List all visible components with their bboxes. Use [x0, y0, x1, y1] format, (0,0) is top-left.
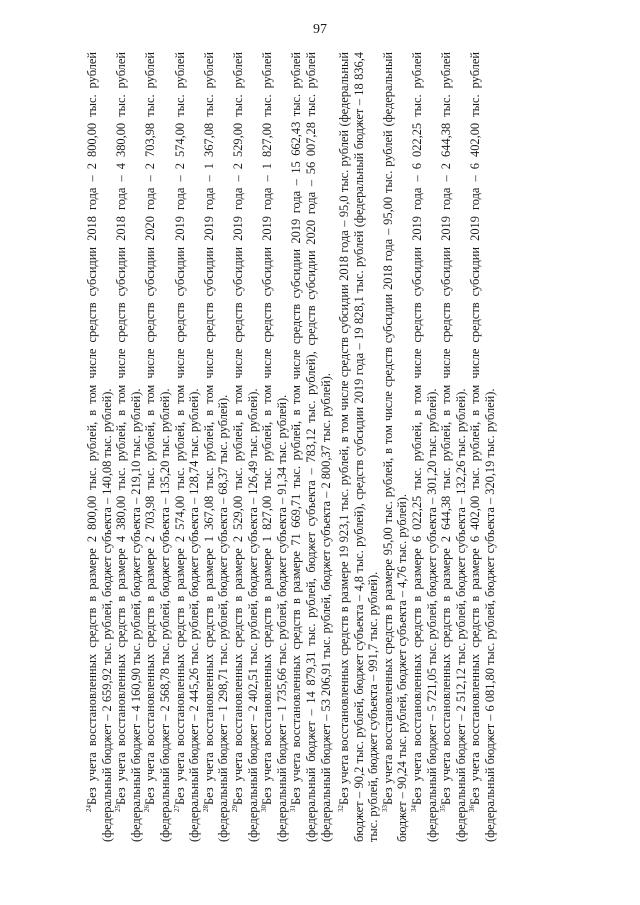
- footnote-marker: 33: [380, 805, 389, 812]
- footnote-text: Без учета восстановленных средств в размере 71 669,71 тыс. рублей, в том числе средств субсидии 2019 года – 15 662,43 тыс. рублей (федеральный бюджет – 14 879,31 тыс. рублей, бюджет субъекта – 783,12 тыс. рублей), средств субсидии 2020 года – 56 007,28 тыс. рублей (федеральный бюджет – 53 206,91 тыс. рублей, бюджет субъекта – 2 800,37 тыс. рублей).: [289, 52, 333, 842]
- footnote-28: [202, 52, 231, 842]
- footnote-marker: 35: [439, 805, 448, 812]
- footnote-30: [260, 52, 289, 842]
- footnote-29: [231, 52, 260, 842]
- footnote-text: Без учета восстановленных средств в размере 4 380,00 тыс. рублей, в том числе средств субсидии 2018 года – 4 380,00 тыс. рублей (федеральный бюджет – 4 160,90 тыс. рублей, бюджет субъекта – 219,10 тыс. рублей).: [114, 52, 143, 842]
- footnote-text: Без учета восстановленных средств в размере 1 367,08 тыс. рублей, в том числе средств субсидии 2019 года – 1 367,08 тыс. рублей (федеральный бюджет – 1 298,71 тыс. рублей, бюджет субъекта – 68,37 тыс. рублей).: [201, 52, 231, 842]
- footnote-text: Без учета восстановленных средств в размере 2 800,00 тыс. рублей, в том числе средств субсидии 2018 года – 2 800,00 тыс. рублей (федеральный бюджет – 2 659,92 тыс. рублей, бюджет субъекта – 140,08 тыс. рублей).: [85, 52, 114, 842]
- footnote-marker: 25: [114, 805, 123, 812]
- footnote-text: Без учета восстановленных средств в размере 2 644,38 тыс. рублей, в том числе средств субсидии 2019 года – 2 644,38 тыс. рублей (федеральный бюджет – 2 512,12 тыс. рублей, бюджет субъекта – 132,26 тыс. рублей).: [439, 52, 468, 842]
- footnote-marker: 34: [410, 805, 419, 812]
- footnote-marker: 27: [172, 805, 181, 812]
- footnote-text: Без учета восстановленных средств в размере 6 402,00 тыс. рублей, в том числе средств субсидии 2019 года – 6 402,00 тыс. рублей (федеральный бюджет – 6 081,80 тыс. рублей, бюджет субъекта – 320,19 тыс. рублей).: [468, 52, 498, 842]
- footnote-33: [381, 52, 410, 842]
- footnote-marker: 26: [143, 805, 152, 812]
- footnote-text: Без учета восстановленных средств в размере 2 574,00 тыс. рублей, в том числе средств субсидии 2019 года – 2 574,00 тыс. рублей (федеральный бюджет – 2 445,26 тыс. рублей, бюджет субъекта – 128,74 тыс. рублей).: [172, 52, 202, 842]
- footnote-34: [410, 52, 439, 842]
- footnote-text: Без учета восстановленных средств в размере 1 827,00 тыс. рублей, в том числе средств субсидии 2019 года – 1 827,00 тыс. рублей (федеральный бюджет – 1 735,66 тыс. рублей, бюджет субъекта – 91,34 тыс. рублей).: [260, 52, 289, 842]
- footnote-26: [143, 52, 172, 842]
- footnote-text: Без учета восстановленных средств в размере 95,00 тыс. рублей, в том числе средств субсидии 2018 года – 95,00 тыс. рублей (федеральный бюджет – 90,24 тыс. рублей, бюджет субъекта – 4,76 тыс. рублей).: [380, 52, 410, 842]
- footnote-32: [337, 52, 381, 842]
- footnote-25: [114, 52, 143, 842]
- footnote-36: [468, 52, 497, 842]
- footnote-text: Без учета восстановленных средств в размере 2 529,00 тыс. рублей, в том числе средств субсидии 2019 года – 2 529,00 тыс. рублей (федеральный бюджет – 2 402,51 тыс. рублей, бюджет субъекта – 126,49 тыс. рублей).: [230, 52, 260, 842]
- footnote-marker: 30: [260, 805, 269, 812]
- footnote-marker: 32: [337, 805, 346, 812]
- footnote-27: [173, 52, 202, 842]
- footnote-35: [439, 52, 468, 842]
- footnote-text: Без учета восстановленных средств в размере 2 703,98 тыс. рублей, в том числе средств субсидии 2020 года – 2 703,98 тыс. рублей (федеральный бюджет – 2 568,78 тыс. рублей, бюджет субъекта – 135,20 тыс. рублей).: [143, 52, 172, 842]
- footnote-marker: 36: [468, 805, 477, 812]
- footnote-text: Без учета восстановленных средств в размере 19 923,1 тыс. рублей, в том числе средств субсидии 2018 года – 95,0 тыс. рублей (федеральный бюджет – 90,2 тыс. рублей, бюджет субъекта – 4,8 тыс. рублей), средств субсидии 2019 года – 19 828,1 тыс. рублей (федеральный бюджет – 18 836,4 тыс. рублей, бюджет субъекта – 991,7 тыс. рублей).: [337, 52, 381, 842]
- footnote-marker: 29: [230, 805, 239, 812]
- footnote-marker: 28: [201, 805, 210, 812]
- footnotes-block: [85, 52, 605, 842]
- footnote-marker: 24: [85, 805, 93, 812]
- footnote-text: Без учета восстановленных средств в размере 6 022,25 тыс. рублей, в том числе средств субсидии 2019 года – 6 022,25 тыс. рублей (федеральный бюджет – 5 721,05 тыс. рублей, бюджет субъекта – 301,20 тыс. рублей).: [410, 52, 439, 842]
- page-number: 97: [313, 22, 327, 37]
- footnote-31: [289, 52, 333, 842]
- footnote-marker: 31: [289, 805, 298, 812]
- footnote-24: [85, 52, 114, 842]
